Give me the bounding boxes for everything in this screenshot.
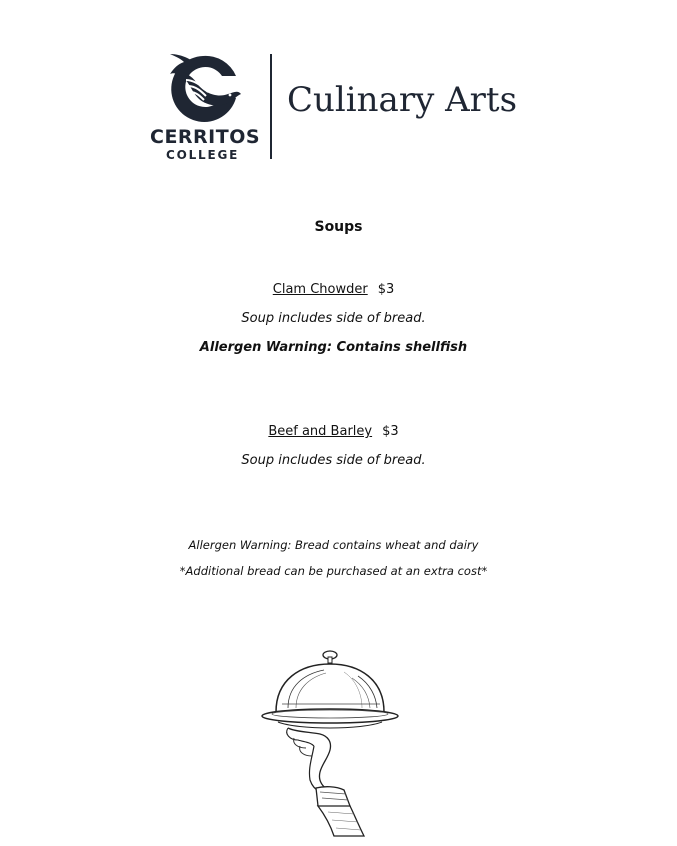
header-divider (270, 54, 272, 159)
bird-c-logo-icon (164, 50, 242, 128)
menu-item-name: Clam Chowder (272, 282, 368, 297)
logo-text-college: COLLEGE (166, 148, 240, 162)
menu-item-line (0, 424, 667, 439)
cloche-tray-hand-icon (258, 646, 403, 838)
menu-item-price: $3 (377, 282, 395, 297)
allergen-warning: Allergen Warning: Contains shellfish (199, 340, 468, 355)
menu-item-line (0, 282, 667, 297)
menu-item-price: $3 (382, 424, 399, 439)
bread-allergen-note: Allergen Warning: Bread contains wheat and dairy (188, 538, 479, 552)
department-title: Culinary Arts (287, 80, 518, 120)
additional-bread-note: *Additional bread can be purchased at an extra cost* (179, 564, 488, 578)
section-title: Soups (314, 219, 363, 235)
menu-item-description: Soup includes side of bread. (241, 453, 426, 468)
menu-header (0, 0, 677, 170)
logo-text-cerritos: CERRITOS (150, 126, 261, 148)
menu-item-name: Beef and Barley (268, 424, 373, 439)
menu-item-description: Soup includes side of bread. (241, 311, 426, 326)
